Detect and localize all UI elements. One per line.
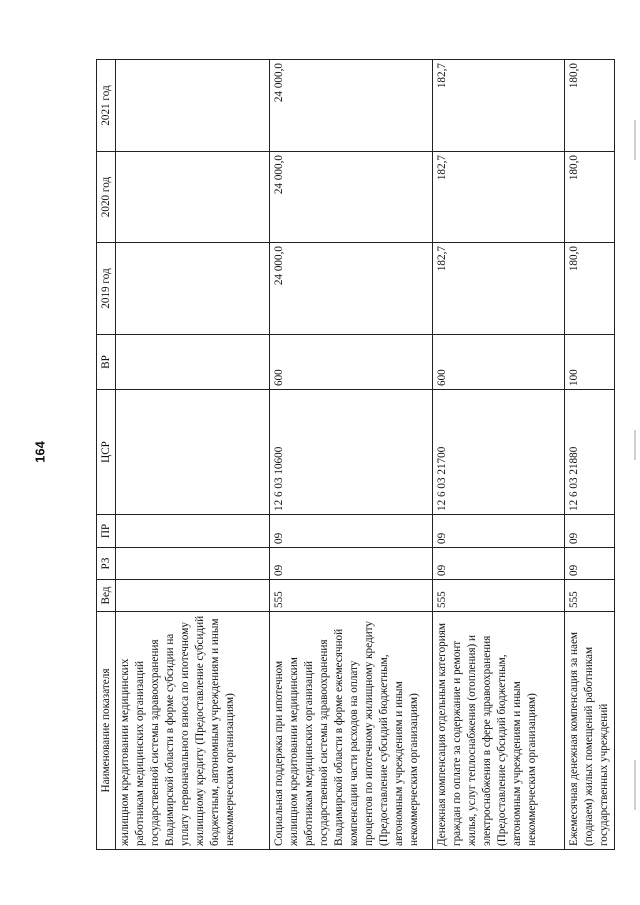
- row-2021: 24 000,0: [270, 60, 433, 152]
- row-vr: 600: [433, 335, 565, 390]
- row-name: Социальная поддержка при ипотечном жилищном кредитовании медицинским работникам медицинских организаций государственной системы здравоохранения Владимирской области в форме ежемесячной компенсации части расходов на оплату процентов по ипотечному жилищному кредиту (Предоставление субсидий бюджетным, автономным учреждениям и иным некоммерческим организациям): [270, 612, 433, 850]
- row-csr: 12 6 03 21880: [565, 390, 615, 515]
- row-2021: 180,0: [565, 60, 615, 152]
- row-2020: 180,0: [565, 152, 615, 243]
- row-ved: 555: [270, 580, 433, 612]
- scan-edge-mark: [634, 120, 636, 160]
- page-number: 164: [32, 441, 48, 463]
- header-ved: Вед: [97, 580, 116, 612]
- row-2021: [116, 60, 270, 152]
- row-ved: 555: [565, 580, 615, 612]
- row-pr: 09: [565, 515, 615, 548]
- row-csr: 12 6 03 21700: [433, 390, 565, 515]
- row-2020: [116, 152, 270, 243]
- header-2019: 2019 год: [97, 243, 116, 335]
- row-2019: 24 000,0: [270, 243, 433, 335]
- table-header-row: [97, 60, 116, 850]
- row-rz: 09: [270, 548, 433, 580]
- row-2020: 24 000,0: [270, 152, 433, 243]
- row-vr: 600: [270, 335, 433, 390]
- row-rz: 09: [565, 548, 615, 580]
- header-csr: ЦСР: [97, 390, 116, 515]
- row-ved: 555: [433, 580, 565, 612]
- table-row: [270, 60, 433, 850]
- row-name: Денежная компенсация отдельным категориям граждан по оплате за содержание и ремонт жилья, услуг теплоснабжения (отопления) и электроснабжения в сфере здравоохранения (Предоставление субсидий бюджетным, автономным учреждениям и иным некоммерческим организациям): [433, 612, 565, 850]
- scan-edge-mark: [634, 430, 636, 460]
- row-vr: 100: [565, 335, 615, 390]
- header-vr: ВР: [97, 335, 116, 390]
- row-2021: 182,7: [433, 60, 565, 152]
- header-rz: РЗ: [97, 548, 116, 580]
- row-vr: [116, 335, 270, 390]
- row-csr: 12 6 03 10600: [270, 390, 433, 515]
- row-pr: 09: [433, 515, 565, 548]
- budget-table-area: [96, 60, 610, 850]
- row-2019: 180,0: [565, 243, 615, 335]
- row-rz: [116, 548, 270, 580]
- row-name: Ежемесячная денежная компенсация за наем (поднаем) жилых помещений работникам государственных учреждений: [565, 612, 615, 850]
- row-pr: 09: [270, 515, 433, 548]
- row-pr: [116, 515, 270, 548]
- header-2021: 2021 год: [97, 60, 116, 152]
- row-ved: [116, 580, 270, 612]
- row-2019: [116, 243, 270, 335]
- row-name: жилищном кредитовании медицинских работникам медицинских организаций государственной системы здравоохранения Владимирской области в форме субсидии на уплату первоначального взноса по ипотечному жилищному кредиту (Предоставление субсидий бюджетным, автономным учреждениям и иным некоммерческим организациям): [116, 612, 270, 850]
- header-pr: ПР: [97, 515, 116, 548]
- header-name: Наименование показателя: [97, 612, 116, 850]
- table-row: [433, 60, 565, 850]
- table-row: [116, 60, 270, 850]
- rotated-page: [96, 60, 610, 850]
- row-2020: 182,7: [433, 152, 565, 243]
- table-row: [565, 60, 615, 850]
- row-rz: 09: [433, 548, 565, 580]
- budget-table: [96, 59, 615, 850]
- scan-edge-mark: [634, 760, 636, 810]
- row-2019: 182,7: [433, 243, 565, 335]
- row-csr: [116, 390, 270, 515]
- header-2020: 2020 год: [97, 152, 116, 243]
